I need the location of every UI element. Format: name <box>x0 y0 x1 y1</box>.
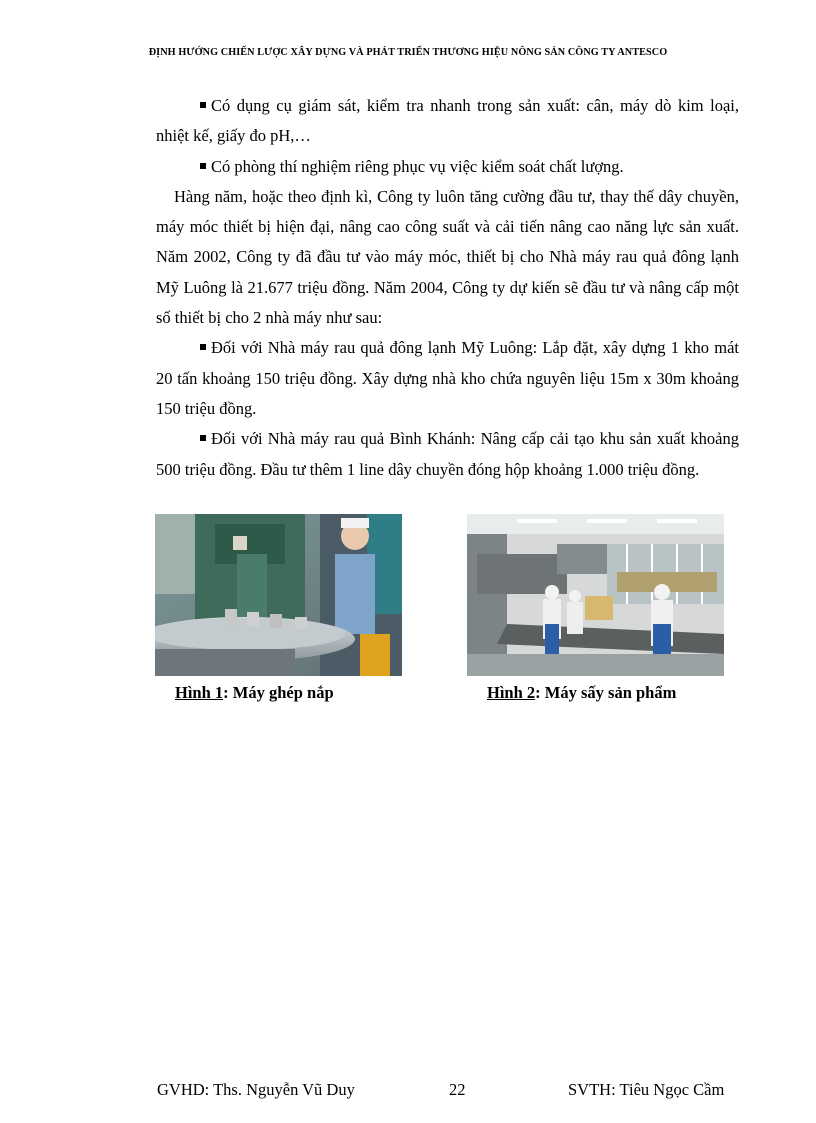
figure-1-caption <box>175 683 334 703</box>
square-bullet-icon <box>200 344 206 350</box>
page-header: ĐỊNH HƯỚNG CHIẾN LƯỢC XÂY DỰNG VÀ PHÁT TRIỂN THƯƠNG HIỆU NÔNG SẢN CÔNG TY ANTESCO <box>148 47 668 58</box>
body-content <box>156 91 739 485</box>
figure-2-label: Hình 2 <box>487 683 536 702</box>
bullet-item <box>156 91 739 152</box>
figure-1-label: Hình 1 <box>175 683 224 702</box>
bullet-text: Có dụng cụ giám sát, kiểm tra nhanh trong sản xuất: cân, máy dò kim loại, nhiệt kế, giấy đo pH,… <box>156 96 739 146</box>
bullet-text: Đối với Nhà máy rau quả Bình Khánh: Nâng cấp cải tạo khu sản xuất khoảng 500 triệu đồng. Đầu tư thêm 1 line dây chuyền đóng hộp khoảng 1.000 triệu đồng. <box>156 429 739 479</box>
footer-supervisor: GVHD: Ths. Nguyễn Vũ Duy <box>157 1080 355 1099</box>
square-bullet-icon <box>200 102 206 108</box>
page-number: 22 <box>449 1080 466 1099</box>
figure-2-text: : Máy sấy sản phẩm <box>535 683 677 702</box>
figure-1-text: : Máy ghép nắp <box>223 683 334 702</box>
bullet-text: Đối với Nhà máy rau quả đông lạnh Mỹ Luông: Lắp đặt, xây dựng 1 kho mát 20 tấn khoảng 150 triệu đồng. Xây dựng nhà kho chứa nguyên liệu 15m x 30m khoảng 150 triệu đồng. <box>156 338 739 418</box>
bullet-item <box>156 333 739 424</box>
bullet-text: Có phòng thí nghiệm riêng phục vụ việc kiểm soát chất lượng. <box>211 156 624 176</box>
bullet-item <box>156 152 739 182</box>
figure-2-photo <box>467 514 724 676</box>
footer-student: SVTH: Tiêu Ngọc Cầm <box>568 1080 725 1099</box>
figure-2-caption <box>487 683 676 703</box>
figure-1-photo <box>155 514 402 676</box>
square-bullet-icon <box>200 435 206 441</box>
square-bullet-icon <box>200 163 206 169</box>
bullet-item <box>156 424 739 485</box>
body-paragraph: Hàng năm, hoặc theo định kì, Công ty luôn tăng cường đầu tư, thay thế dây chuyền, máy móc thiết bị hiện đại, nâng cao công suất và cải tiến nâng cao năng lực sản xuất. Năm 2002, Công ty đã đầu tư vào máy móc, thiết bị cho Nhà máy rau quả đông lạnh Mỹ Luông là 21.677 triệu đồng. Năm 2004, Công ty dự kiến sẽ đầu tư và nâng cấp một số thiết bị cho 2 nhà máy như sau: <box>156 186 739 328</box>
